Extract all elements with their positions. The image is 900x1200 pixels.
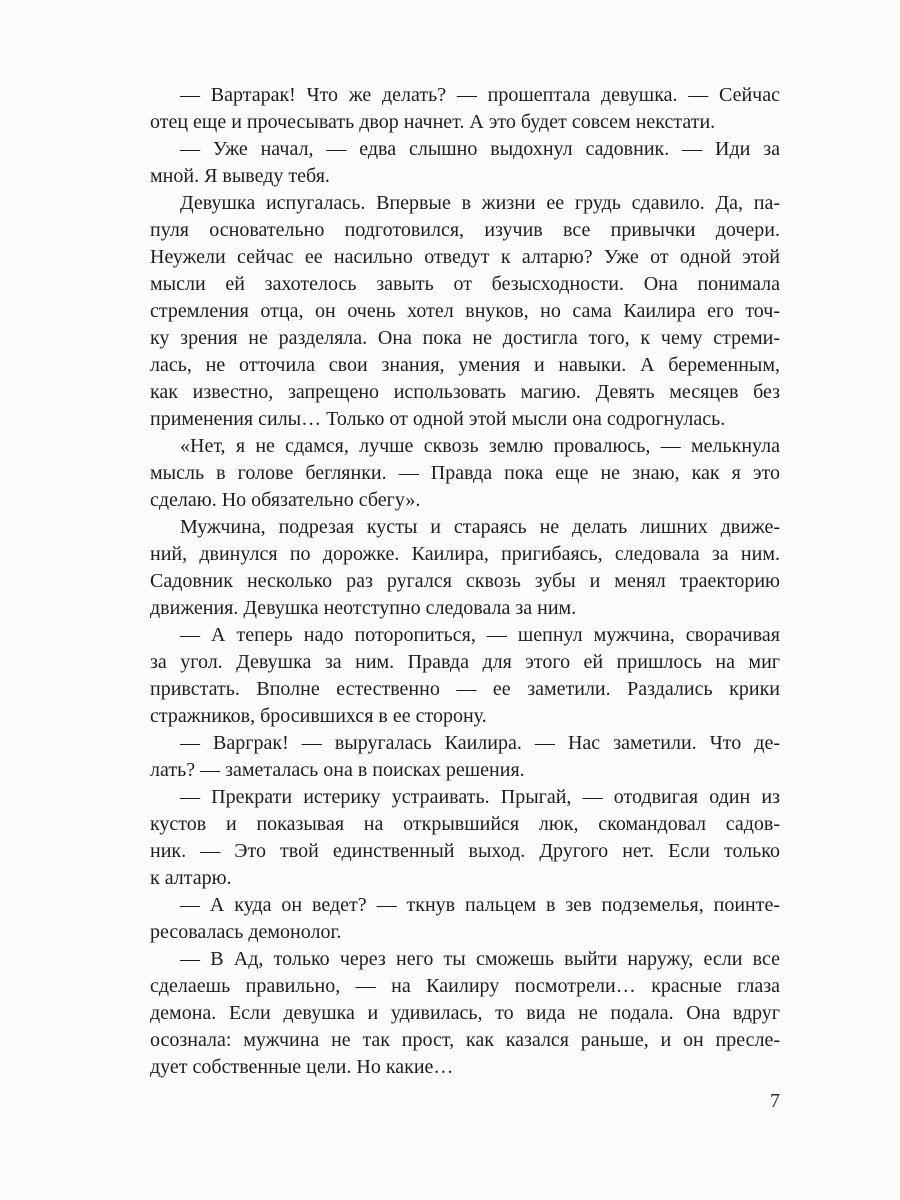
page-number: 7	[770, 1090, 780, 1112]
text-line: — Прекрати истерику устраивать. Прыгай, — отодвигая один из	[180, 786, 780, 808]
paragraph	[150, 514, 780, 622]
paragraph	[150, 946, 780, 1081]
text-line: осознала: мужчина не так прост, как казался раньше, и он пресле-	[150, 1029, 780, 1051]
text-line: пуля основательно подготовился, изучив все привычки дочери.	[150, 219, 780, 241]
paragraph	[150, 190, 780, 433]
text-line: лать? — заметалась она в поисках решения.	[150, 759, 525, 781]
text-line: — Вартарак! Что же делать? — прошептала девушка. — Сейчас	[180, 84, 780, 106]
text-line: ний, двинулся по дорожке. Каилира, пригибаясь, следовала за ним.	[150, 543, 780, 565]
paragraph	[150, 433, 780, 514]
text-line: — В Ад, только через него ты сможешь выйти наружу, если все	[180, 948, 780, 970]
paragraph	[150, 730, 780, 784]
text-line: движения. Девушка неотступно следовала за ним.	[150, 597, 577, 619]
paragraph	[150, 82, 780, 136]
text-line: как известно, запрещено использовать магию. Девять месяцев без	[150, 381, 780, 403]
text-line: мысли ей захотелось завыть от безысходности. Она понимала	[150, 273, 780, 295]
text-line: дует собственные цели. Но какие…	[150, 1056, 454, 1078]
text-line: стражников, бросившихся в ее сторону.	[150, 705, 487, 727]
text-line: — Уже начал, — едва слышно выдохнул садовник. — Иди за	[180, 138, 780, 160]
text-line: отец еще и прочесывать двор начнет. А это будет совсем некстати.	[150, 111, 716, 133]
text-line: ник. — Это твой единственный выход. Другого нет. Если только	[150, 840, 780, 862]
text-line: привстать. Вполне естественно — ее заметили. Раздались крики	[150, 678, 780, 700]
text-line: мысль в голове беглянки. — Правда пока еще не знаю, как я это	[150, 462, 780, 484]
text-line: Девушка испугалась. Впервые в жизни ее грудь сдавило. Да, па-	[180, 192, 780, 214]
text-line: демона. Если девушка и удивилась, то вида не подала. Она вдруг	[150, 1002, 780, 1024]
text-line: ку зрения не разделяла. Она пока не достигла того, к чему стреми-	[150, 327, 780, 349]
text-line: — Варграк! — выругалась Каилира. — Нас заметили. Что де-	[180, 732, 780, 754]
paragraph	[150, 136, 780, 190]
text-line: сделаешь правильно, — на Каилиру посмотрели… красные глаза	[150, 975, 780, 997]
text-line: мной. Я выведу тебя.	[150, 165, 330, 187]
text-line: применения силы… Только от одной этой мысли она содрогнулась.	[150, 408, 726, 430]
paragraph	[150, 892, 780, 946]
text-line: — А куда он ведет? — ткнув пальцем в зев подземелья, поинте-	[180, 894, 780, 916]
text-line: за угол. Девушка за ним. Правда для этого ей пришлось на миг	[150, 651, 780, 673]
text-line: — А теперь надо поторопиться, — шепнул мужчина, сворачивая	[180, 624, 780, 646]
text-line: стремления отца, он очень хотел внуков, но сама Каилира его точ-	[150, 300, 780, 322]
text-line: к алтарю.	[150, 867, 232, 889]
paragraph	[150, 784, 780, 892]
text-line: кустов и показывая на открывшийся люк, скомандовал садов-	[150, 813, 780, 835]
page-text	[150, 82, 780, 1081]
text-line: лась, не отточила свои знания, умения и навыки. А беременным,	[150, 354, 780, 376]
text-line: Мужчина, подрезая кусты и стараясь не делать лишних движе-	[180, 516, 780, 538]
paragraph	[150, 622, 780, 730]
text-line: Садовник несколько раз ругался сквозь зубы и менял траекторию	[150, 570, 780, 592]
text-line: Неужели сейчас ее насильно отведут к алтарю? Уже от одной этой	[150, 246, 780, 268]
text-line: ресовалась демонолог.	[150, 921, 342, 943]
text-line: сделаю. Но обязательно сбегу».	[150, 489, 421, 511]
text-line: «Нет, я не сдамся, лучше сквозь землю провалюсь, — мелькнула	[180, 435, 780, 457]
